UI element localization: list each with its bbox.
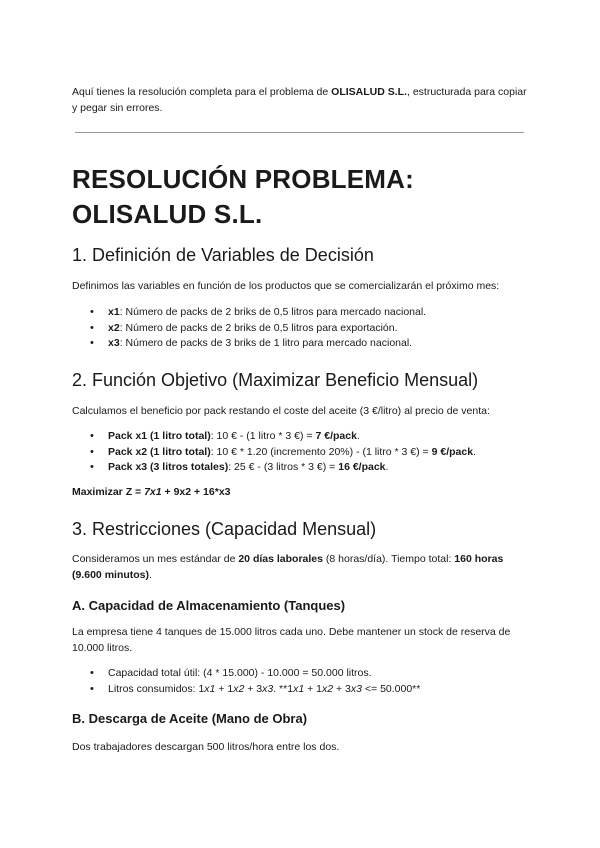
list-item [72,305,542,321]
page-title: RESOLUCIÓN PROBLEMA: OLISALUD S.L. [72,164,414,229]
pack-calculation: : 10 € * 1.20 (incremento 20%) - (1 litro * 3 €) = [210,445,432,458]
objective-prefix: Maximizar Z = [72,486,145,498]
variable-name: x2 [108,321,120,334]
pack-result: 16 €/pack [338,461,386,473]
list-item [72,460,542,476]
variable-description: : Número de packs de 2 briks de 0,5 litros para mercado nacional. [119,306,427,318]
objective-function [72,484,532,500]
objective-rest: + 9x2 + 16*x3 [161,486,231,498]
math-var: x2 [233,682,245,695]
variable-name: x1 [108,306,120,318]
text-run: <= 50.000** [361,682,421,695]
math-var: x1 [204,682,216,695]
intro-company: OLISALUD S.L. [331,86,407,98]
list-item: • Capacidad total útil: (4 * 15.000) - 10.000 = 50.000 litros. [72,666,542,682]
horizontal-divider [75,132,524,133]
text-run: + 1 [215,682,234,695]
section-2-list [72,429,542,476]
subsection-a-text: La empresa tiene 4 tanques de 15.000 litros cada uno. Debe mantener un stock de reserva de 10.000 litros. [72,626,511,654]
subsection-a-heading: A. Capacidad de Almacenamiento (Tanques) [72,598,346,613]
intro-pre: Aquí tienes la resolución completa para el problema de [72,86,332,98]
list-item [72,445,542,461]
math-var: x1 [293,682,305,695]
intro-paragraph [72,84,532,116]
punctuation: . [473,445,476,458]
pack-calculation: : 25 € - (3 litros * 3 €) = [228,461,339,473]
pack-calculation: : 10 € - (1 litro * 3 €) = [210,430,316,442]
list-item [72,682,542,698]
subsection-b-text: Dos trabajadores descargan 500 litros/hora entre los dos. [72,741,340,753]
variable-description: : Número de packs de 3 briks de 1 litro para mercado nacional. [119,337,413,349]
section-1-list [72,305,542,352]
section-1-heading: 1. Definición de Variables de Decisión [72,245,374,265]
pack-result: 9 €/pack [431,445,474,458]
punctuation: . [385,461,389,473]
text-run: (8 horas/día). Tiempo total: [322,553,455,565]
list-item [72,429,542,445]
text-run: Litros consumidos: 1 [108,682,205,695]
text-run: . **1 [273,682,294,695]
text-bold: 20 días laborales [238,553,323,565]
objective-term: 7x1 [144,486,162,498]
intro-post: , estructurada para copiar y pegar sin errores. [72,86,527,114]
math-var: x3 [350,682,362,695]
pack-label: Pack x1 (1 litro total) [108,430,211,442]
punctuation: . [356,430,360,442]
text-run: + 1 [304,682,322,695]
list-item [72,336,542,352]
text-run: + 3 [333,682,351,695]
subsection-a-list [72,666,542,697]
math-var: x3 [262,682,274,695]
variable-description: : Número de packs de 2 briks de 0,5 litros para exportación. [119,321,398,334]
list-item [72,321,542,337]
subsection-b-heading: B. Descarga de Aceite (Mano de Obra) [72,711,308,726]
pack-label: Pack x2 (1 litro total) [108,445,211,458]
section-1-text: Definimos las variables en función de los productos que se comercializarán el próximo mes: [72,280,500,292]
pack-label: Pack x3 (3 litros totales) [108,461,229,473]
text-bold: 160 horas (9.600 minutos) [72,553,504,581]
text-run: + 3 [244,682,263,695]
variable-name: x3 [108,337,120,349]
text-run: . [149,569,152,581]
section-2-text: Calculamos el beneficio por pack restando el coste del aceite (3 €/litro) al precio de venta: [72,405,490,417]
section-3-text [72,551,512,583]
math-var: x2 [321,682,334,695]
text-run: Consideramos un mes estándar de [72,553,239,565]
section-2-heading: 2. Función Objetivo (Maximizar Beneficio Mensual) [72,370,479,390]
pack-result: 7 €/pack [315,430,357,442]
section-3-heading: 3. Restricciones (Capacidad Mensual) [72,519,377,539]
